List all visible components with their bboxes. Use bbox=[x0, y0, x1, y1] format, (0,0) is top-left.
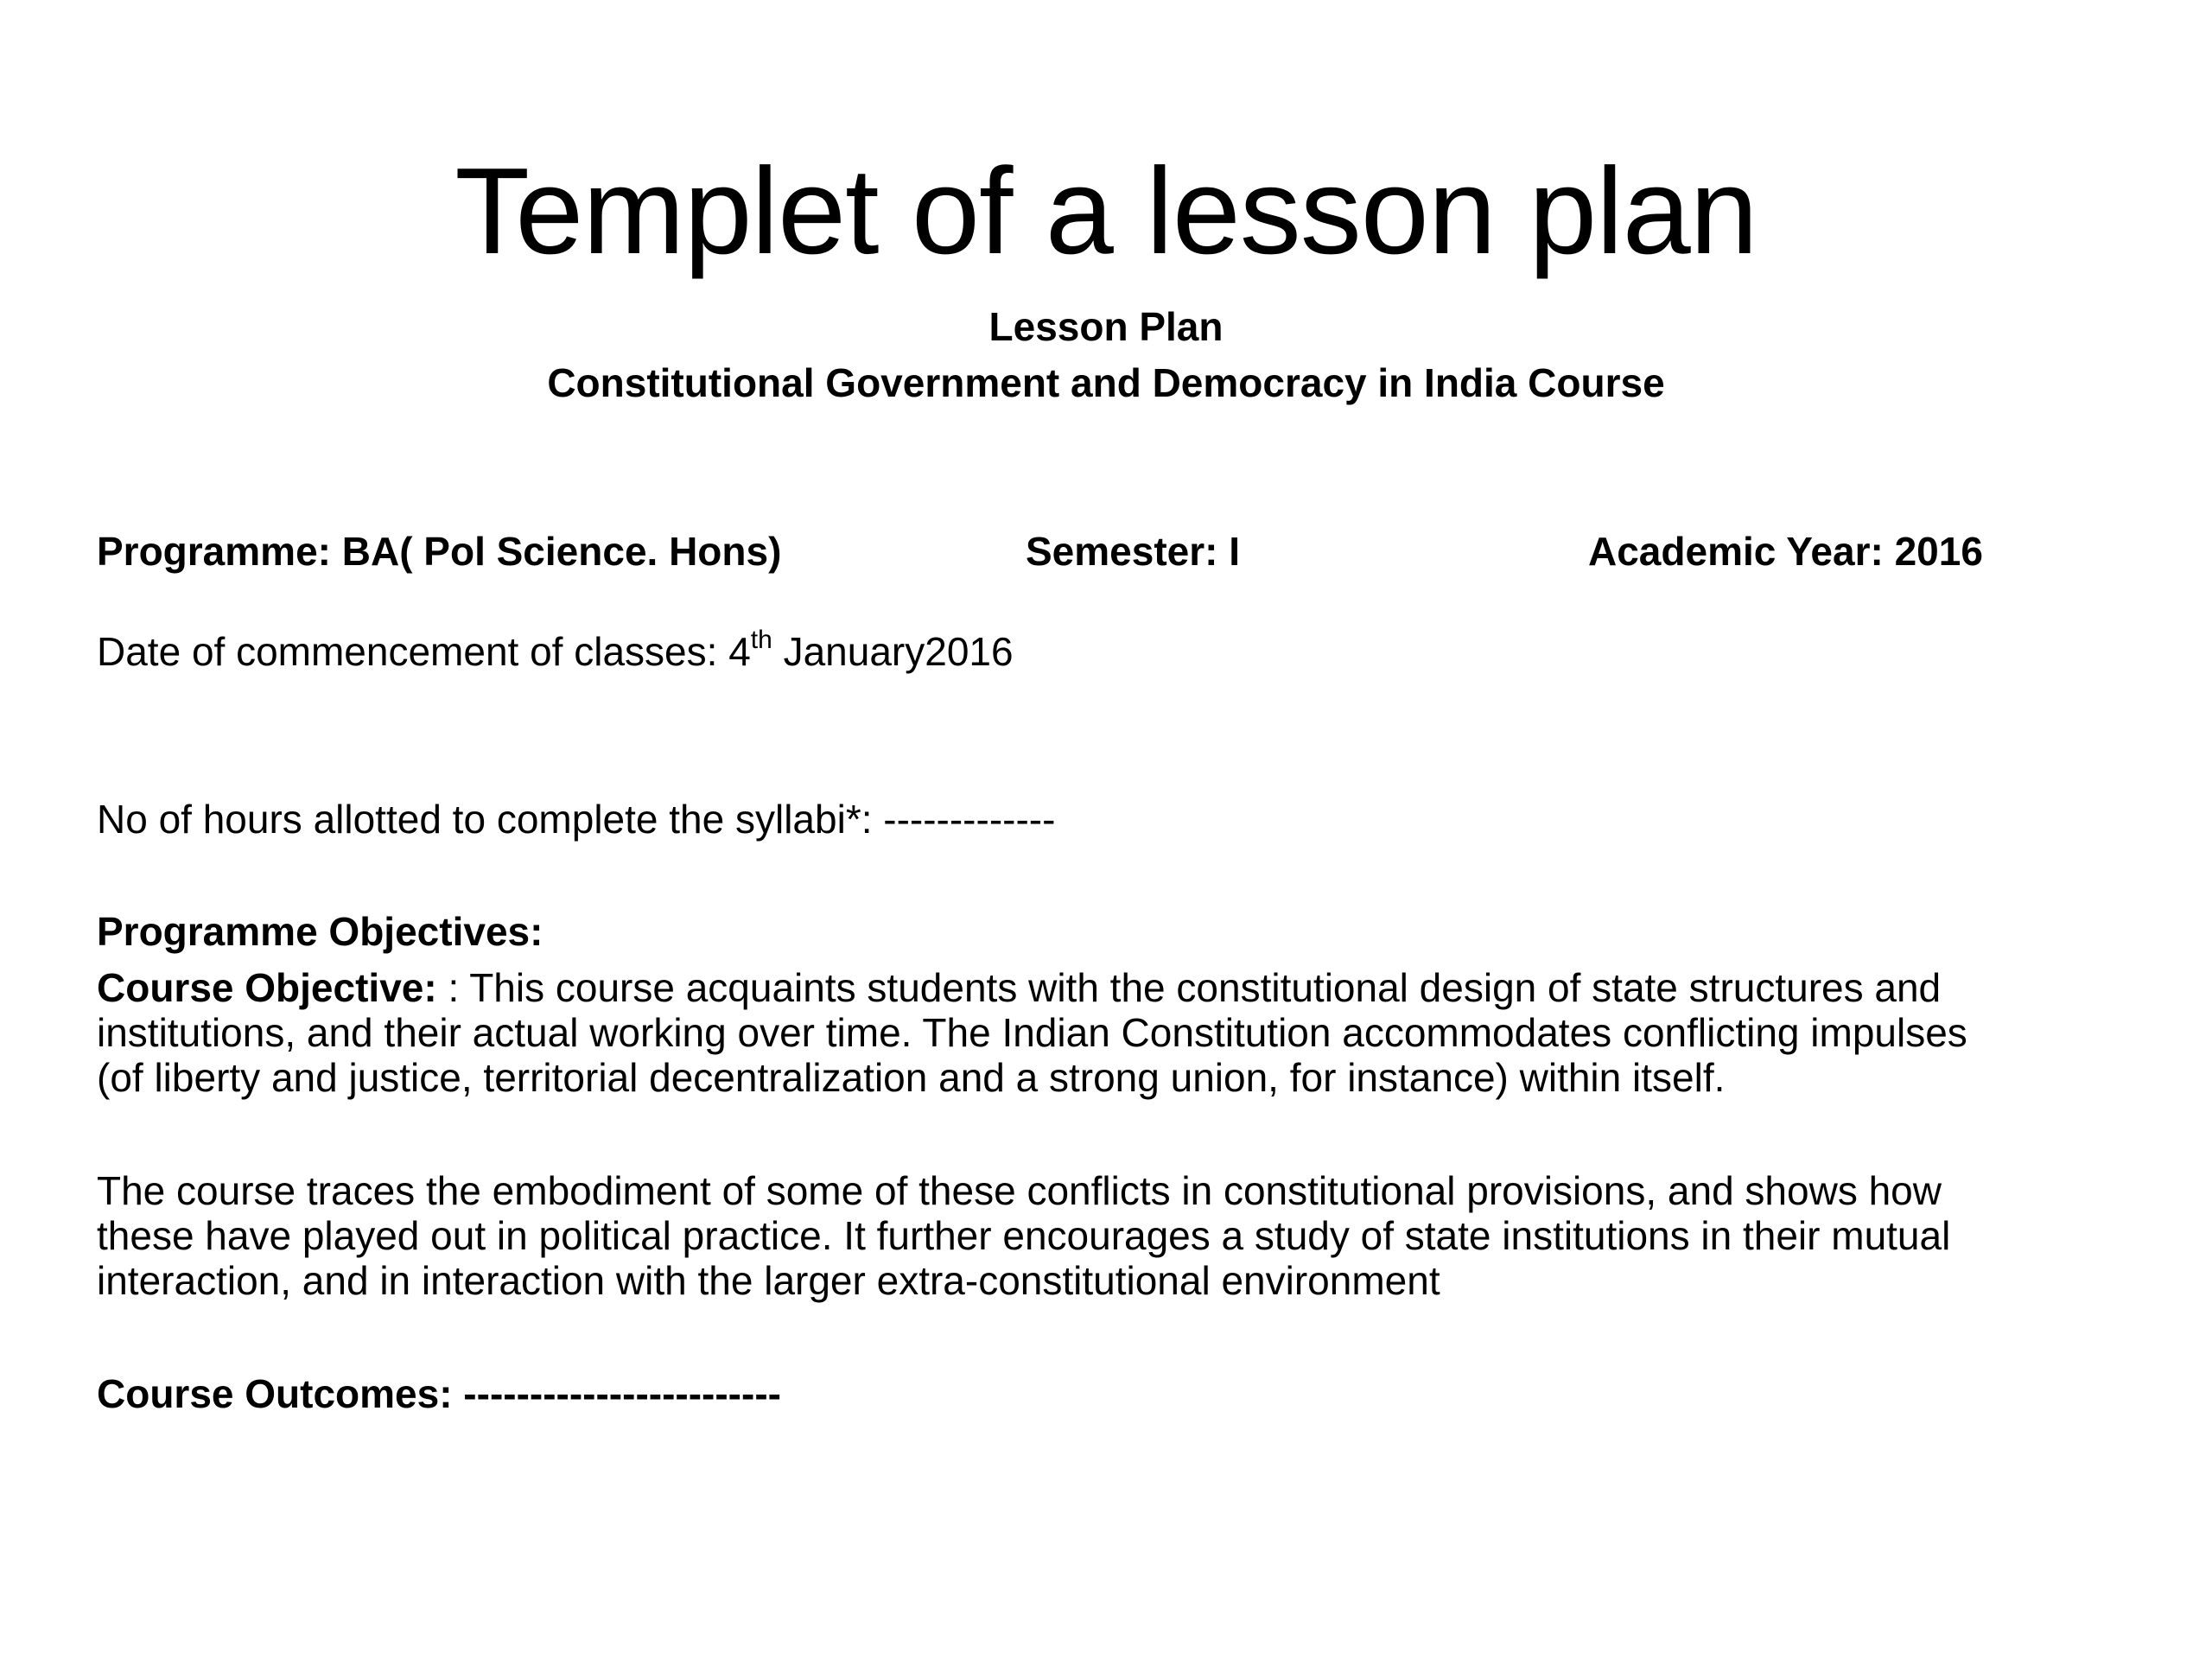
course-outcomes-heading: Course Outcomes: ------------------------ bbox=[97, 1371, 781, 1416]
course-objective-paragraph bbox=[97, 965, 2153, 1100]
programme-objectives-heading: Programme Objectives: bbox=[97, 909, 543, 954]
course-trace-line-2: these have played out in political practice. It further encourages a study of state institutions in their mutual bbox=[97, 1213, 1951, 1258]
hours-allotted-line: No of hours allotted to complete the syllabi*: ------------- bbox=[97, 797, 1056, 842]
date-suffix: January2016 bbox=[772, 629, 1014, 674]
lesson-plan-heading: Lesson Plan bbox=[988, 304, 1224, 349]
course-trace-paragraph bbox=[97, 1168, 2153, 1303]
course-objective-line-1 bbox=[97, 965, 2153, 1010]
course-objective-label: Course Objective: bbox=[97, 965, 437, 1010]
course-trace-line-1: The course traces the embodiment of some of these conflicts in constitutional provisions, and shows how bbox=[97, 1168, 1942, 1213]
programme-label: Programme: BA( Pol Science. Hons) bbox=[97, 529, 782, 574]
course-objective-text-1: : This course acquaints students with the constitutional design of state structures and bbox=[436, 965, 1942, 1010]
semester-label: Semester: I bbox=[1026, 529, 1241, 574]
date-prefix: Date of commencement of classes: 4 bbox=[97, 629, 751, 674]
date-superscript: th bbox=[750, 625, 772, 654]
commencement-date-line bbox=[97, 627, 1014, 676]
course-trace-line-3: interaction, and in interaction with the larger extra-constitutional environment bbox=[97, 1258, 1440, 1303]
course-objective-line-3: (of liberty and justice, territorial decentralization and a strong union, for instance) within itself. bbox=[97, 1055, 1726, 1100]
course-name-heading: Constitutional Government and Democracy in India Course bbox=[547, 360, 1665, 405]
slide-title: Templet of a lesson plan bbox=[454, 143, 1758, 280]
course-objective-line-2: institutions, and their actual working over time. The Indian Constitution accommodates conflicting impulses bbox=[97, 1010, 1967, 1055]
academic-year-label: Academic Year: 2016 bbox=[1588, 529, 1983, 574]
